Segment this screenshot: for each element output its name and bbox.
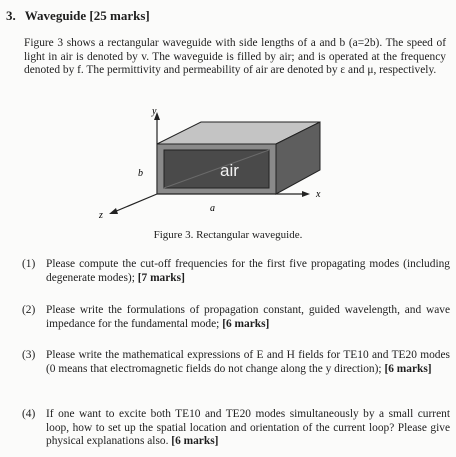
waveguide-diagram xyxy=(90,104,350,220)
question-text: Please write the mathematical expressions of E and H fields for TE10 and TE20 modes (0 means that electromagnetic fields do not change along the y direction); xyxy=(46,349,450,375)
z-axis-arrow xyxy=(109,208,118,214)
question-marks: [7 marks] xyxy=(137,271,185,284)
question-body xyxy=(46,349,450,376)
question-text: Please compute the cut-off frequencies for the first five propagating modes (including degenerate modes); xyxy=(46,258,450,284)
intro-paragraph: Figure 3 shows a rectangular waveguide with side lengths of a and b (a=2b). The speed of light in air is denoted by v. The waveguide is filled by air; and is operated at the frequency denoted by f. The permittivity and permeability of air are denoted by ε and μ, respectively. xyxy=(24,37,446,77)
z-axis-label: z xyxy=(99,210,103,220)
question-3 xyxy=(22,349,450,376)
question-body xyxy=(46,258,450,285)
question-marks: [6 marks] xyxy=(384,362,432,375)
question-number: (4) xyxy=(22,408,36,420)
side-b-label: b xyxy=(138,168,143,179)
section-heading xyxy=(6,8,150,24)
question-marks: [6 marks] xyxy=(171,435,219,448)
y-axis-label: y xyxy=(152,106,157,117)
question-text: If one want to excite both TE10 and TE20 modes simultaneously by a small current loop, how to set up the spatial location and orientation of the current loop? Please give physical explanations also. xyxy=(46,408,450,448)
question-number: (3) xyxy=(22,349,36,361)
side-a-label: a xyxy=(210,203,215,214)
z-axis-line xyxy=(114,194,157,212)
question-2 xyxy=(22,304,450,331)
air-label: air xyxy=(220,161,239,180)
question-body xyxy=(46,304,450,331)
x-axis-arrow xyxy=(302,191,310,197)
question-marks: [6 marks] xyxy=(222,317,270,330)
waveguide-figure xyxy=(90,104,350,220)
section-title: Waveguide xyxy=(24,8,87,23)
section-marks: [25 marks] xyxy=(89,8,150,23)
x-axis-label: x xyxy=(316,189,321,200)
question-4 xyxy=(22,408,450,449)
question-number: (1) xyxy=(22,258,36,270)
figure-caption: Figure 3. Rectangular waveguide. xyxy=(153,229,303,241)
question-number: (2) xyxy=(22,304,36,316)
question-1 xyxy=(22,258,450,285)
question-text: Please write the formulations of propagation constant, guided wavelength, and wave impedance for the fundamental mode; xyxy=(46,304,450,330)
question-body xyxy=(46,408,450,449)
section-number: 3. xyxy=(6,8,16,23)
